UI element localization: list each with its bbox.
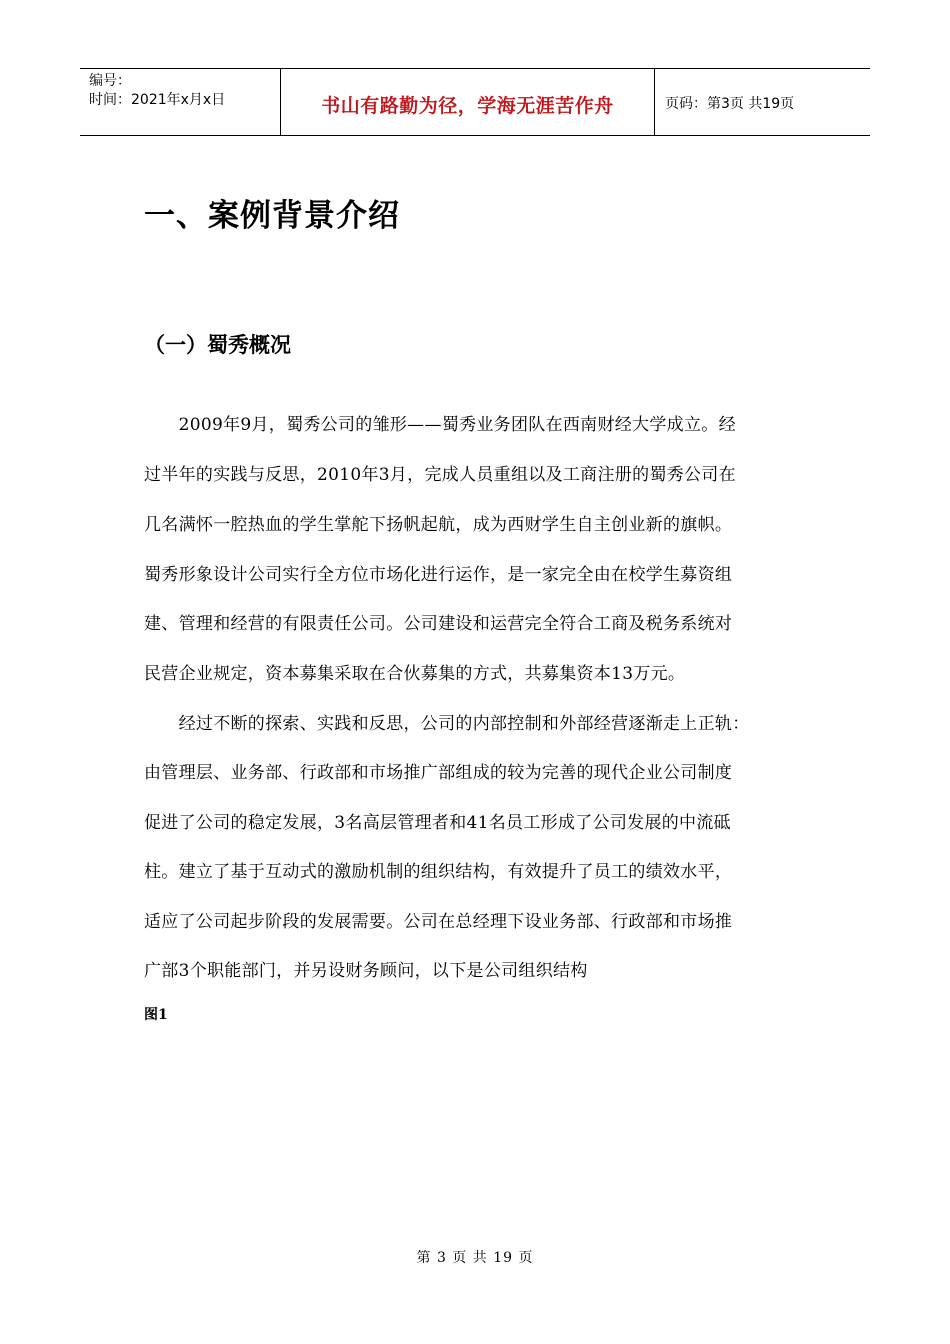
body-line: 适应了公司起步阶段的发展需要。公司在总经理下设业务部、行政部和市场推 bbox=[144, 912, 733, 932]
body-line: 建、管理和经营的有限责任公司。公司建设和运营完全符合工商及税务系统对 bbox=[144, 614, 733, 634]
figure-label: 图1 bbox=[144, 1007, 168, 1023]
body-line: 促进了公司的稳定发展，3名高层管理者和41名员工形成了公司发展的中流砥 bbox=[144, 813, 731, 833]
body-line: 2009年9月，蜀秀公司的雏形——蜀秀业务团队在西南财经大学成立。经 bbox=[144, 415, 736, 435]
header-meta bbox=[80, 69, 281, 135]
body-line: 经过不断的探索、实践和反思，公司的内部控制和外部经营逐渐走上正轨： bbox=[144, 714, 750, 734]
body-line: 过半年的实践与反思，2010年3月，完成人员重组以及工商注册的蜀秀公司在 bbox=[144, 465, 736, 485]
body-line: 广部3个职能部门，并另设财务顾问，以下是公司组织结构 bbox=[144, 961, 588, 981]
body-line: 由管理层、业务部、行政部和市场推广部组成的较为完善的现代企业公司制度 bbox=[144, 763, 733, 783]
time-label: 时间：2021年x月x日 bbox=[89, 92, 226, 108]
page-footer: 第 3 页 共 19 页 bbox=[416, 1250, 534, 1266]
page-header bbox=[80, 68, 870, 136]
body-line: 几名满怀一腔热血的学生掌舵下扬帆起航，成为西财学生自主创业新的旗帜。 bbox=[144, 515, 733, 535]
body-line: 柱。建立了基于互动式的激励机制的组织结构，有效提升了员工的绩效水平， bbox=[144, 862, 733, 882]
body-line: 蜀秀形象设计公司实行全方位市场化进行运作，是一家完全由在校学生募资组 bbox=[144, 565, 733, 585]
number-label: 编号： bbox=[89, 73, 131, 89]
body-line: 民营企业规定，资本募集采取在合伙募集的方式，共募集资本13万元。 bbox=[144, 664, 686, 684]
header-page-info: 页码：第3页 共19页 bbox=[665, 96, 795, 112]
chapter-title: 一、案例背景介绍 bbox=[144, 198, 400, 234]
section-heading: （一）蜀秀概况 bbox=[144, 333, 291, 357]
header-motto: 书山有路勤为径，学海无涯苦作舟 bbox=[281, 69, 655, 135]
